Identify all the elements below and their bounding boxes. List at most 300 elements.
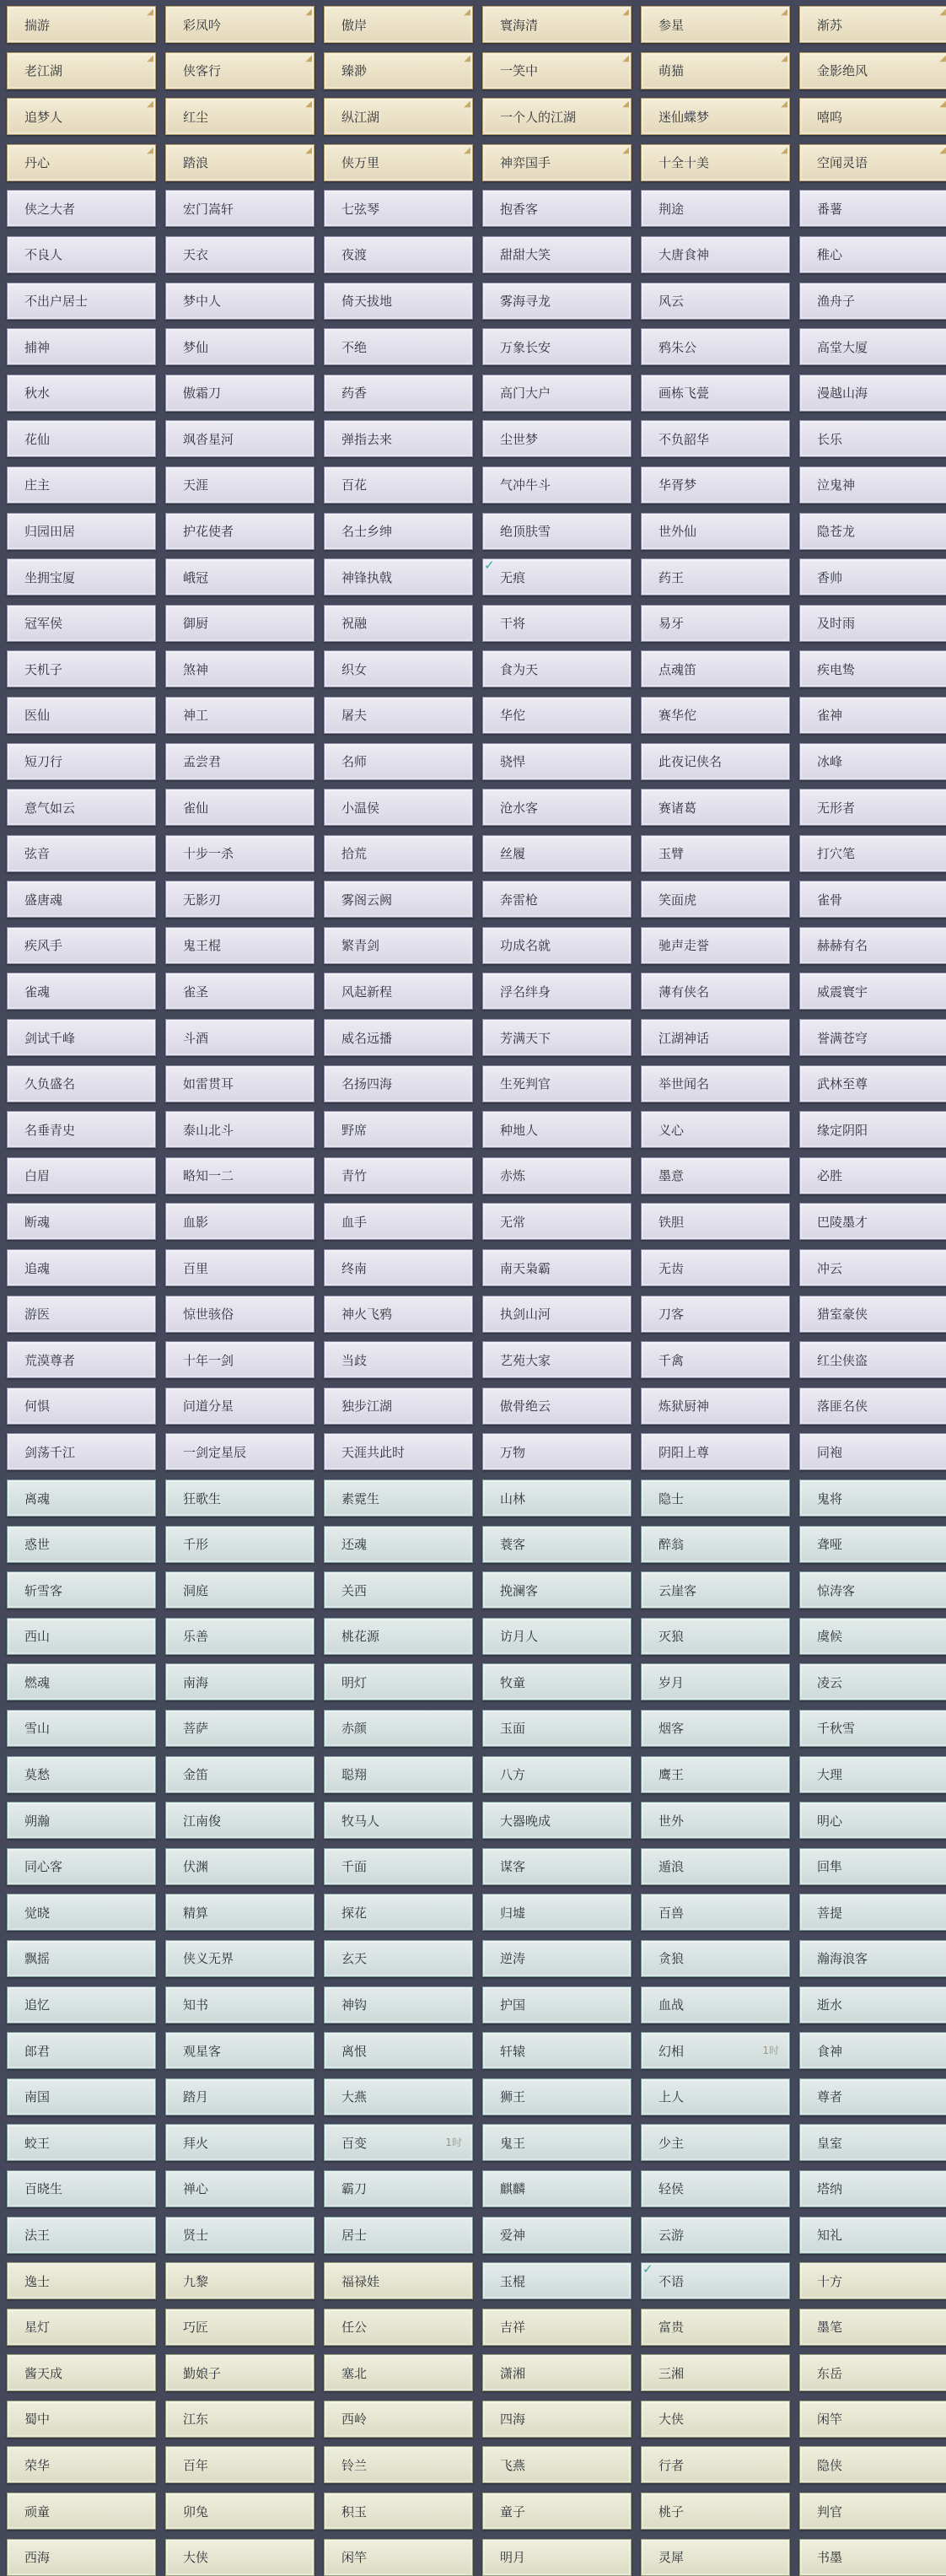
title-tile[interactable]	[799, 2354, 946, 2391]
title-tile[interactable]	[641, 1940, 790, 1977]
title-tile[interactable]	[324, 1526, 473, 1563]
title-tile[interactable]	[641, 1479, 790, 1517]
title-tile[interactable]	[324, 1479, 473, 1517]
title-tile[interactable]	[165, 1157, 314, 1194]
title-tile[interactable]	[7, 190, 156, 227]
title-tile[interactable]	[641, 1296, 790, 1333]
title-tile[interactable]	[482, 283, 632, 320]
title-tile[interactable]	[799, 513, 946, 550]
title-tile[interactable]	[7, 1940, 156, 1977]
title-tile[interactable]	[165, 466, 314, 504]
title-tile[interactable]	[799, 881, 946, 918]
title-tile[interactable]	[799, 6, 946, 43]
title-tile[interactable]	[799, 2446, 946, 2483]
title-tile[interactable]	[7, 605, 156, 642]
title-tile[interactable]	[324, 558, 473, 595]
title-tile[interactable]	[799, 466, 946, 504]
title-tile[interactable]	[324, 1341, 473, 1378]
title-tile[interactable]	[482, 144, 632, 181]
title-tile[interactable]	[799, 1203, 946, 1240]
title-tile[interactable]	[482, 1157, 632, 1194]
title-tile[interactable]	[165, 375, 314, 412]
title-tile[interactable]	[165, 2446, 314, 2483]
title-tile[interactable]	[324, 1296, 473, 1333]
title-tile[interactable]	[165, 144, 314, 181]
title-tile[interactable]	[641, 558, 790, 595]
title-tile[interactable]	[482, 2124, 632, 2161]
title-tile[interactable]	[324, 973, 473, 1010]
title-tile[interactable]	[165, 650, 314, 687]
title-tile[interactable]	[324, 98, 473, 135]
title-tile[interactable]	[482, 1203, 632, 1240]
title-tile[interactable]	[7, 144, 156, 181]
title-tile[interactable]	[165, 697, 314, 734]
title-tile[interactable]	[324, 513, 473, 550]
title-tile[interactable]	[641, 1986, 790, 2024]
title-tile[interactable]	[7, 513, 156, 550]
title-tile[interactable]	[482, 6, 632, 43]
title-tile[interactable]	[165, 190, 314, 227]
title-tile[interactable]	[165, 1341, 314, 1378]
title-tile[interactable]	[641, 1848, 790, 1885]
title-tile[interactable]	[641, 927, 790, 964]
title-tile[interactable]	[641, 1433, 790, 1470]
title-tile[interactable]	[799, 1756, 946, 1793]
title-tile[interactable]	[165, 2309, 314, 2346]
title-tile[interactable]	[641, 1111, 790, 1148]
title-tile[interactable]	[799, 1065, 946, 1102]
title-tile[interactable]	[165, 558, 314, 595]
title-tile[interactable]	[482, 743, 632, 780]
title-tile[interactable]	[324, 2262, 473, 2299]
title-tile[interactable]	[7, 1663, 156, 1700]
title-tile[interactable]	[641, 2354, 790, 2391]
title-tile[interactable]	[324, 236, 473, 273]
title-tile[interactable]	[482, 98, 632, 135]
title-tile[interactable]	[482, 1433, 632, 1470]
title-tile[interactable]	[7, 1571, 156, 1609]
title-tile[interactable]	[641, 328, 790, 365]
title-tile[interactable]	[482, 1479, 632, 1517]
title-tile[interactable]	[165, 513, 314, 550]
title-tile[interactable]	[482, 1986, 632, 2024]
title-tile[interactable]	[482, 375, 632, 412]
title-tile[interactable]	[482, 466, 632, 504]
title-tile[interactable]	[799, 650, 946, 687]
title-tile[interactable]	[641, 697, 790, 734]
title-tile[interactable]	[7, 52, 156, 89]
title-tile[interactable]	[799, 2401, 946, 2438]
title-tile[interactable]	[7, 743, 156, 780]
title-tile[interactable]	[799, 1940, 946, 1977]
title-tile[interactable]	[7, 283, 156, 320]
title-tile[interactable]	[641, 420, 790, 457]
title-tile[interactable]	[165, 927, 314, 964]
title-tile[interactable]	[641, 1249, 790, 1286]
title-tile[interactable]	[324, 650, 473, 687]
title-tile[interactable]	[799, 2262, 946, 2299]
title-tile[interactable]	[165, 1111, 314, 1148]
title-tile[interactable]	[324, 1249, 473, 1286]
title-tile[interactable]	[641, 1663, 790, 1700]
title-tile[interactable]	[482, 1802, 632, 1839]
title-tile[interactable]	[482, 2492, 632, 2530]
title-tile[interactable]	[7, 1065, 156, 1102]
title-tile[interactable]	[165, 2170, 314, 2207]
title-tile[interactable]	[482, 1249, 632, 1286]
title-tile[interactable]	[641, 1157, 790, 1194]
title-tile[interactable]	[324, 1433, 473, 1470]
title-tile[interactable]	[165, 6, 314, 43]
title-tile[interactable]	[324, 1111, 473, 1148]
title-tile[interactable]	[482, 513, 632, 550]
title-tile[interactable]	[641, 2170, 790, 2207]
title-tile[interactable]	[324, 1710, 473, 1747]
title-tile[interactable]	[324, 2217, 473, 2254]
title-tile[interactable]	[324, 1157, 473, 1194]
title-tile[interactable]	[482, 2539, 632, 2576]
title-tile[interactable]	[482, 1894, 632, 1931]
title-tile[interactable]	[641, 1341, 790, 1378]
title-tile[interactable]	[641, 1571, 790, 1609]
title-tile[interactable]	[482, 236, 632, 273]
title-tile[interactable]	[165, 283, 314, 320]
title-tile[interactable]	[482, 1848, 632, 1885]
title-tile[interactable]	[165, 2262, 314, 2299]
title-tile[interactable]	[324, 743, 473, 780]
title-tile[interactable]	[7, 1618, 156, 1655]
title-tile[interactable]	[165, 835, 314, 872]
title-tile[interactable]	[482, 2170, 632, 2207]
title-tile[interactable]	[7, 1249, 156, 1286]
title-tile[interactable]	[641, 513, 790, 550]
title-tile[interactable]	[799, 1663, 946, 1700]
title-tile[interactable]	[7, 1019, 156, 1056]
title-tile[interactable]	[7, 1756, 156, 1793]
title-tile[interactable]	[165, 2032, 314, 2069]
title-tile[interactable]	[165, 420, 314, 457]
title-tile[interactable]	[7, 98, 156, 135]
title-tile[interactable]	[482, 2446, 632, 2483]
title-tile[interactable]	[324, 52, 473, 89]
title-tile[interactable]	[7, 1479, 156, 1517]
title-tile[interactable]	[799, 1526, 946, 1563]
title-tile[interactable]	[165, 1663, 314, 1700]
title-tile[interactable]	[165, 328, 314, 365]
title-tile[interactable]	[324, 1019, 473, 1056]
title-tile[interactable]	[482, 1019, 632, 1056]
title-tile[interactable]	[7, 835, 156, 872]
title-tile[interactable]	[641, 1526, 790, 1563]
title-tile[interactable]	[799, 1802, 946, 1839]
title-tile[interactable]	[641, 2262, 790, 2299]
title-tile[interactable]	[482, 1526, 632, 1563]
title-tile[interactable]	[324, 144, 473, 181]
title-tile[interactable]	[799, 328, 946, 365]
title-tile[interactable]	[641, 1894, 790, 1931]
title-tile[interactable]	[324, 2309, 473, 2346]
title-tile[interactable]	[165, 1433, 314, 1470]
title-tile[interactable]	[482, 328, 632, 365]
title-tile[interactable]	[7, 2262, 156, 2299]
title-tile[interactable]	[482, 697, 632, 734]
title-tile[interactable]	[641, 1710, 790, 1747]
title-tile[interactable]	[165, 1986, 314, 2024]
title-tile[interactable]	[165, 605, 314, 642]
title-tile[interactable]	[324, 1756, 473, 1793]
title-tile[interactable]	[324, 605, 473, 642]
title-tile[interactable]	[641, 6, 790, 43]
title-tile[interactable]	[165, 1940, 314, 1977]
title-tile[interactable]	[799, 236, 946, 273]
title-tile[interactable]	[324, 466, 473, 504]
title-tile[interactable]	[482, 1065, 632, 1102]
title-tile[interactable]	[482, 1388, 632, 1425]
title-tile[interactable]	[799, 2539, 946, 2576]
title-tile[interactable]	[482, 2354, 632, 2391]
title-tile[interactable]	[799, 1894, 946, 1931]
title-tile[interactable]	[799, 1157, 946, 1194]
title-tile[interactable]	[7, 2124, 156, 2161]
title-tile[interactable]	[7, 375, 156, 412]
title-tile[interactable]	[7, 1433, 156, 1470]
title-tile[interactable]	[7, 697, 156, 734]
title-tile[interactable]	[165, 1802, 314, 1839]
title-tile[interactable]	[7, 328, 156, 365]
title-tile[interactable]	[7, 1710, 156, 1747]
title-tile[interactable]	[7, 1388, 156, 1425]
title-tile[interactable]	[482, 2078, 632, 2115]
title-tile[interactable]	[324, 1203, 473, 1240]
title-tile[interactable]	[641, 466, 790, 504]
title-tile[interactable]	[799, 1111, 946, 1148]
title-tile[interactable]	[324, 283, 473, 320]
title-tile[interactable]	[324, 881, 473, 918]
title-tile[interactable]	[7, 1203, 156, 1240]
title-tile[interactable]	[165, 1065, 314, 1102]
title-tile[interactable]	[799, 558, 946, 595]
title-tile[interactable]	[7, 236, 156, 273]
title-tile[interactable]	[641, 1618, 790, 1655]
title-tile[interactable]	[7, 2492, 156, 2530]
title-tile[interactable]	[165, 1296, 314, 1333]
title-tile[interactable]	[641, 236, 790, 273]
title-tile[interactable]	[482, 1940, 632, 1977]
title-tile[interactable]	[324, 6, 473, 43]
title-tile[interactable]	[7, 2401, 156, 2438]
title-tile[interactable]	[641, 973, 790, 1010]
title-tile[interactable]	[7, 881, 156, 918]
title-tile[interactable]	[482, 52, 632, 89]
title-tile[interactable]	[324, 1986, 473, 2024]
title-tile[interactable]	[7, 2446, 156, 2483]
title-tile[interactable]	[324, 2446, 473, 2483]
title-tile[interactable]	[482, 1618, 632, 1655]
title-tile[interactable]	[641, 650, 790, 687]
title-tile[interactable]	[165, 236, 314, 273]
title-tile[interactable]	[165, 1479, 314, 1517]
title-tile[interactable]	[324, 2354, 473, 2391]
title-tile[interactable]	[799, 2124, 946, 2161]
title-tile[interactable]	[799, 1249, 946, 1286]
title-tile[interactable]	[482, 1756, 632, 1793]
title-tile[interactable]	[799, 1019, 946, 1056]
title-tile[interactable]	[799, 835, 946, 872]
title-tile[interactable]	[324, 1940, 473, 1977]
title-tile[interactable]	[482, 190, 632, 227]
title-tile[interactable]	[165, 1203, 314, 1240]
title-tile[interactable]	[7, 1296, 156, 1333]
title-tile[interactable]	[7, 558, 156, 595]
title-tile[interactable]	[641, 605, 790, 642]
title-tile[interactable]	[641, 190, 790, 227]
title-tile[interactable]	[165, 1019, 314, 1056]
title-tile[interactable]	[799, 1433, 946, 1470]
title-tile[interactable]	[641, 1756, 790, 1793]
title-tile[interactable]	[641, 1019, 790, 1056]
title-tile[interactable]	[799, 2492, 946, 2530]
title-tile[interactable]	[641, 375, 790, 412]
title-tile[interactable]	[324, 1065, 473, 1102]
title-tile[interactable]	[482, 1296, 632, 1333]
title-tile[interactable]	[482, 1111, 632, 1148]
title-tile[interactable]	[482, 973, 632, 1010]
title-tile[interactable]	[641, 789, 790, 826]
title-tile[interactable]	[641, 1203, 790, 1240]
title-tile[interactable]	[799, 2078, 946, 2115]
title-tile[interactable]	[7, 1802, 156, 1839]
title-tile[interactable]	[7, 789, 156, 826]
title-tile[interactable]	[482, 1571, 632, 1609]
title-tile[interactable]	[324, 420, 473, 457]
title-tile[interactable]	[799, 605, 946, 642]
title-tile[interactable]	[641, 743, 790, 780]
title-tile[interactable]	[7, 1894, 156, 1931]
title-tile[interactable]	[324, 2401, 473, 2438]
title-tile[interactable]	[641, 2217, 790, 2254]
title-tile[interactable]	[482, 1341, 632, 1378]
title-tile[interactable]	[482, 2262, 632, 2299]
title-tile[interactable]	[165, 881, 314, 918]
title-tile[interactable]	[165, 2492, 314, 2530]
title-tile[interactable]	[482, 605, 632, 642]
title-tile[interactable]	[641, 2446, 790, 2483]
title-tile[interactable]	[799, 52, 946, 89]
title-tile[interactable]	[165, 1388, 314, 1425]
title-tile[interactable]	[165, 2217, 314, 2254]
title-tile[interactable]	[799, 1479, 946, 1517]
title-tile[interactable]	[641, 144, 790, 181]
title-tile[interactable]	[165, 1894, 314, 1931]
title-tile[interactable]	[7, 2309, 156, 2346]
title-tile[interactable]	[641, 98, 790, 135]
title-tile[interactable]	[165, 1710, 314, 1747]
title-tile[interactable]	[7, 1526, 156, 1563]
title-tile[interactable]	[324, 190, 473, 227]
title-tile[interactable]	[324, 328, 473, 365]
title-tile[interactable]	[165, 98, 314, 135]
title-tile[interactable]	[799, 2309, 946, 2346]
title-tile[interactable]	[165, 1848, 314, 1885]
title-tile[interactable]	[799, 697, 946, 734]
title-tile[interactable]	[799, 1848, 946, 1885]
title-tile[interactable]	[482, 2309, 632, 2346]
title-tile[interactable]	[7, 973, 156, 1010]
title-tile[interactable]	[482, 2032, 632, 2069]
title-tile[interactable]	[324, 697, 473, 734]
title-tile[interactable]	[7, 2170, 156, 2207]
title-tile[interactable]	[165, 2124, 314, 2161]
title-tile[interactable]	[482, 881, 632, 918]
title-tile[interactable]	[165, 743, 314, 780]
title-tile[interactable]	[324, 1663, 473, 1700]
title-tile[interactable]	[482, 420, 632, 457]
title-tile[interactable]	[324, 375, 473, 412]
title-tile[interactable]	[324, 2170, 473, 2207]
title-tile[interactable]	[641, 283, 790, 320]
title-tile[interactable]	[7, 6, 156, 43]
title-tile[interactable]	[641, 1802, 790, 1839]
title-tile[interactable]	[324, 2032, 473, 2069]
title-tile[interactable]	[641, 881, 790, 918]
title-tile[interactable]	[324, 1848, 473, 1885]
title-tile[interactable]	[165, 1249, 314, 1286]
title-tile[interactable]	[324, 835, 473, 872]
title-tile[interactable]	[7, 1848, 156, 1885]
title-tile[interactable]	[324, 789, 473, 826]
title-tile[interactable]	[799, 1571, 946, 1609]
title-tile[interactable]	[641, 2539, 790, 2576]
title-tile[interactable]	[641, 1388, 790, 1425]
title-tile[interactable]	[7, 420, 156, 457]
title-tile[interactable]	[799, 973, 946, 1010]
title-tile[interactable]	[165, 2539, 314, 2576]
title-tile[interactable]	[641, 2032, 790, 2069]
title-tile[interactable]	[7, 2539, 156, 2576]
title-tile[interactable]	[799, 190, 946, 227]
title-tile[interactable]	[799, 2217, 946, 2254]
title-tile[interactable]	[799, 1710, 946, 1747]
title-tile[interactable]	[324, 927, 473, 964]
title-tile[interactable]	[324, 1388, 473, 1425]
title-tile[interactable]	[641, 1065, 790, 1102]
title-tile[interactable]	[482, 650, 632, 687]
title-tile[interactable]	[165, 2354, 314, 2391]
title-tile[interactable]	[799, 283, 946, 320]
title-tile[interactable]	[7, 2032, 156, 2069]
title-tile[interactable]	[324, 1571, 473, 1609]
title-tile[interactable]	[482, 1710, 632, 1747]
title-tile[interactable]	[799, 144, 946, 181]
title-tile[interactable]	[165, 2401, 314, 2438]
title-tile[interactable]	[7, 2217, 156, 2254]
title-tile[interactable]	[7, 650, 156, 687]
title-tile[interactable]	[165, 2078, 314, 2115]
title-tile[interactable]	[324, 1618, 473, 1655]
title-tile[interactable]	[641, 2492, 790, 2530]
title-tile[interactable]	[482, 558, 632, 595]
title-tile[interactable]	[799, 1388, 946, 1425]
title-tile[interactable]	[7, 1157, 156, 1194]
title-tile[interactable]	[482, 2401, 632, 2438]
title-tile[interactable]	[165, 1526, 314, 1563]
title-tile[interactable]	[641, 2309, 790, 2346]
title-tile[interactable]	[165, 1618, 314, 1655]
title-tile[interactable]	[482, 1663, 632, 1700]
title-tile[interactable]	[7, 1111, 156, 1148]
title-tile[interactable]	[165, 52, 314, 89]
title-tile[interactable]	[641, 52, 790, 89]
